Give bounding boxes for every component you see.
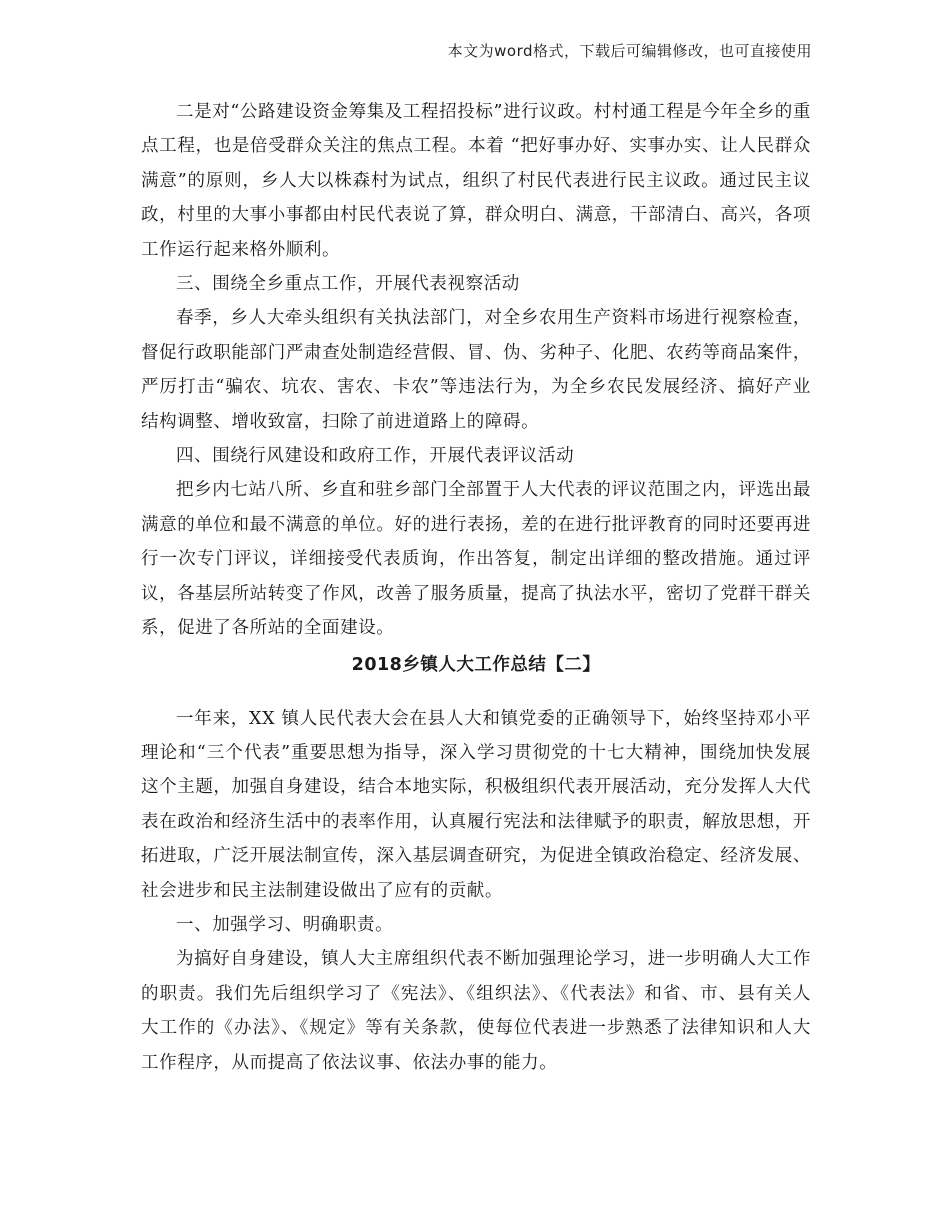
paragraph-highway-deliberation: 二是对“公路建设资金筹集及工程招投标”进行议政。村村通工程是今年全乡的重点工程，也是倍受群众关注的焦点工程。本着 “把好事办好、实事办实、让人民群众满意”的原则，乡人大以株森村为试点，组织了村民代表进行民主议政。通过民主议政，村里的大事小事都由村民代表说了算，群众明白、满意，干部清白、高兴，各项工作运行起来格外顺利。	[141, 102, 811, 260]
heading-inspection-activities: 三、围绕全乡重点工作，开展代表视察活动	[176, 274, 520, 295]
heading-evaluation-activities: 四、围绕行风建设和政府工作，开展代表评议活动	[176, 446, 575, 467]
header-note: 本文为word格式，下载后可编辑修改，也可直接使用	[447, 42, 812, 60]
paragraph-self-building: 为搞好自身建设，镇人大主席组织代表不断加强理论学习，进一步明确人大工作的职责。我们先后组织学习了《宪法》、《组织法》、《代表法》和省、市、县有关人大工作的《办法》、《规定》等有关条款，使每位代表进一步熟悉了法律知识和人大工作程序，从而提高了依法议事、依法办事的能力。	[141, 949, 811, 1073]
paragraph-year-summary: 一年来，XX 镇人民代表大会在县人大和镇党委的正确领导下，始终坚持邓小平理论和“三个代表”重要思想为指导，深入学习贯彻党的十七大精神，围绕加快发展这个主题，加强自身建设，结合本地实际，积极组织代表开展活动，充分发挥人大代表在政治和经济生活中的表率作用，认真履行宪法和法律赋予的职责，解放思想，开拓进取，广泛开展法制宣传，深入基层调查研究，为促进全镇政治稳定、经济发展、社会进步和民主法制建设做出了应有的贡献。	[141, 708, 811, 901]
section-title: 2018乡镇人大工作总结【二】	[351, 654, 601, 675]
paragraph-spring-inspection: 春季，乡人大牵头组织有关执法部门，对全乡农用生产资料市场进行视察检查，督促行政职能部门严肃查处制造经营假、冒、伪、劣种子、化肥、农药等商品案件，严厉打击“骗农、坑农、害农、卡农”等违法行为，为全乡农民发展经济、搞好产业结构调整、增收致富，扫除了前进道路上的障碍。	[141, 308, 811, 432]
heading-study-duties: 一、加强学习、明确职责。	[176, 914, 394, 935]
paragraph-department-evaluation: 把乡内七站八所、乡直和驻乡部门全部置于人大代表的评议范围之内，评选出最满意的单位和最不满意的单位。好的进行表扬，差的在进行批评教育的同时还要再进行一次专门评议，详细接受代表质询，作出答复，制定出详细的整改措施。通过评议，各基层所站转变了作风，改善了服务质量，提高了执法水平，密切了党群干群关系，促进了各所站的全面建设。	[141, 480, 811, 639]
document-body	[141, 95, 811, 1080]
